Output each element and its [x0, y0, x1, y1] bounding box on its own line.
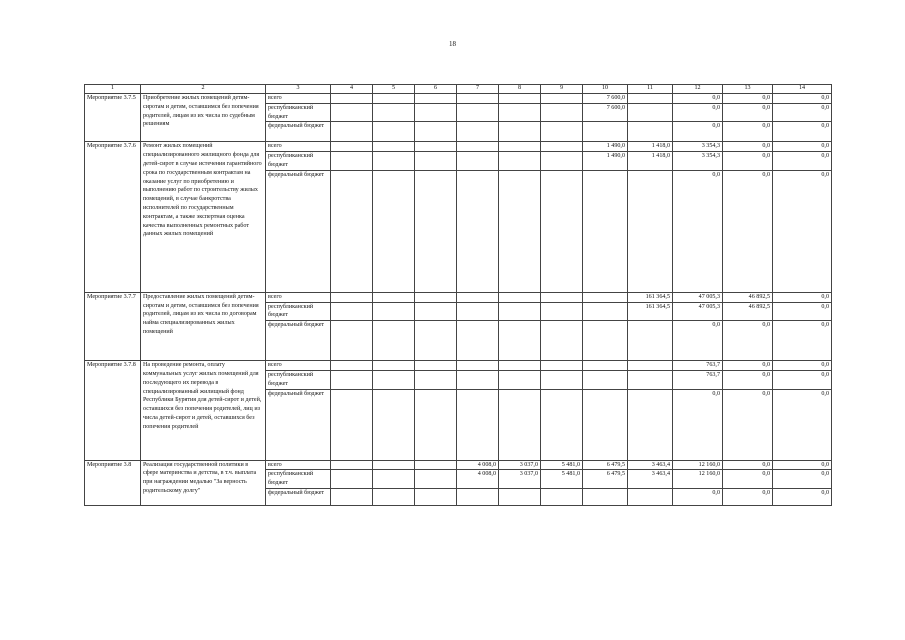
measure-label: Мероприятие 3.7.5 — [85, 94, 141, 142]
amount-cell: 0,0 — [773, 321, 832, 361]
amount-cell: 0,0 — [723, 103, 773, 122]
funding-source: федеральный бюджет — [266, 122, 331, 142]
table-row — [85, 292, 832, 302]
amount-cell: 0,0 — [673, 94, 723, 104]
amount-cell: 4 008,0 — [457, 470, 499, 489]
amount-cell — [457, 122, 499, 142]
amount-cell: 0,0 — [723, 470, 773, 489]
amount-cell — [373, 142, 415, 152]
amount-cell — [331, 142, 373, 152]
amount-cell — [373, 321, 415, 361]
amount-cell: 0,0 — [723, 370, 773, 389]
amount-cell — [499, 302, 541, 321]
amount-cell — [499, 170, 541, 292]
amount-cell — [415, 170, 457, 292]
amount-cell: 3 354,3 — [673, 142, 723, 152]
column-header: 9 — [541, 85, 583, 94]
amount-cell — [331, 361, 373, 371]
amount-cell: 3 354,3 — [673, 152, 723, 171]
measure-label: Мероприятие 3.7.7 — [85, 292, 141, 360]
amount-cell: 6 479,5 — [583, 460, 628, 470]
amount-cell: 0,0 — [773, 142, 832, 152]
amount-cell: 5 481,0 — [541, 470, 583, 489]
amount-cell: 161 364,5 — [628, 302, 673, 321]
amount-cell — [457, 389, 499, 460]
amount-cell — [373, 389, 415, 460]
amount-cell: 0,0 — [723, 321, 773, 361]
amount-cell — [541, 103, 583, 122]
measure-description: Ремонт жилых помещений специализированного жилищного фонда для детей-сирот в случае истечения гарантийного срока по государственным контрактам на оказание услуг по приобретению и выполнению работ по строительству жилых помещений, в случае банкротства исполнителей по государственным контрактам, а также экспертная оценка качества выполненных ремонтных работ данных жилых помещений — [141, 142, 266, 292]
amount-cell — [499, 142, 541, 152]
amount-cell: 763,7 — [673, 370, 723, 389]
funding-source: всего — [266, 460, 331, 470]
amount-cell — [541, 170, 583, 292]
amount-cell: 0,0 — [773, 302, 832, 321]
amount-cell — [331, 302, 373, 321]
amount-cell — [415, 152, 457, 171]
amount-cell — [583, 389, 628, 460]
amount-cell — [373, 122, 415, 142]
amount-cell: 12 160,0 — [673, 470, 723, 489]
amount-cell — [373, 302, 415, 321]
amount-cell: 0,0 — [773, 152, 832, 171]
amount-cell — [628, 94, 673, 104]
amount-cell — [457, 103, 499, 122]
amount-cell: 0,0 — [773, 361, 832, 371]
amount-cell: 1 418,0 — [628, 142, 673, 152]
amount-cell — [541, 142, 583, 152]
amount-cell: 0,0 — [773, 470, 832, 489]
amount-cell: 1 490,0 — [583, 142, 628, 152]
amount-cell — [541, 361, 583, 371]
amount-cell — [373, 488, 415, 505]
amount-cell — [373, 152, 415, 171]
amount-cell: 3 037,0 — [499, 460, 541, 470]
column-header: 8 — [499, 85, 541, 94]
column-header: 4 — [331, 85, 373, 94]
amount-cell: 0,0 — [723, 488, 773, 505]
budget-table — [84, 84, 832, 506]
amount-cell — [373, 170, 415, 292]
amount-cell — [499, 122, 541, 142]
amount-cell: 0,0 — [773, 170, 832, 292]
amount-cell — [331, 488, 373, 505]
header-row — [85, 85, 832, 94]
amount-cell — [541, 94, 583, 104]
amount-cell — [415, 122, 457, 142]
amount-cell — [415, 321, 457, 361]
column-header: 12 — [673, 85, 723, 94]
amount-cell — [583, 370, 628, 389]
amount-cell — [415, 470, 457, 489]
amount-cell: 0,0 — [723, 170, 773, 292]
amount-cell: 0,0 — [723, 389, 773, 460]
amount-cell — [415, 142, 457, 152]
amount-cell: 47 005,3 — [673, 302, 723, 321]
amount-cell — [628, 321, 673, 361]
amount-cell — [457, 370, 499, 389]
amount-cell: 0,0 — [773, 94, 832, 104]
amount-cell: 4 008,0 — [457, 460, 499, 470]
amount-cell: 46 892,5 — [723, 302, 773, 321]
column-header: 5 — [373, 85, 415, 94]
amount-cell — [499, 370, 541, 389]
amount-cell — [331, 470, 373, 489]
amount-cell: 161 364,5 — [628, 292, 673, 302]
funding-source: всего — [266, 292, 331, 302]
table-row — [85, 361, 832, 371]
amount-cell — [583, 361, 628, 371]
amount-cell — [628, 389, 673, 460]
amount-cell — [499, 389, 541, 460]
amount-cell — [499, 94, 541, 104]
table-row — [85, 142, 832, 152]
funding-source: республиканский бюджет — [266, 103, 331, 122]
amount-cell — [373, 292, 415, 302]
measure-description: Реализация государственной политики в сфере материнства и детства, в т.ч. выплата при награждении медалью "За верность родительскому долгу" — [141, 460, 266, 505]
amount-cell — [331, 122, 373, 142]
column-header: 7 — [457, 85, 499, 94]
column-header: 10 — [583, 85, 628, 94]
amount-cell — [499, 152, 541, 171]
amount-cell — [541, 370, 583, 389]
column-header: 13 — [723, 85, 773, 94]
amount-cell: 0,0 — [773, 488, 832, 505]
amount-cell — [415, 488, 457, 505]
amount-cell — [457, 321, 499, 361]
funding-source: республиканский бюджет — [266, 470, 331, 489]
amount-cell — [583, 488, 628, 505]
measure-label: Мероприятие 3.8 — [85, 460, 141, 505]
amount-cell: 6 479,5 — [583, 470, 628, 489]
amount-cell: 3 463,4 — [628, 460, 673, 470]
amount-cell: 763,7 — [673, 361, 723, 371]
amount-cell: 0,0 — [773, 370, 832, 389]
amount-cell — [457, 152, 499, 171]
column-header: 6 — [415, 85, 457, 94]
amount-cell — [331, 292, 373, 302]
amount-cell: 0,0 — [723, 152, 773, 171]
measure-label: Мероприятие 3.7.6 — [85, 142, 141, 292]
amount-cell: 0,0 — [773, 460, 832, 470]
amount-cell — [415, 94, 457, 104]
amount-cell — [499, 103, 541, 122]
amount-cell — [457, 142, 499, 152]
amount-cell — [373, 103, 415, 122]
amount-cell — [541, 152, 583, 171]
amount-cell — [331, 321, 373, 361]
amount-cell: 1 418,0 — [628, 152, 673, 171]
amount-cell — [541, 122, 583, 142]
amount-cell — [628, 370, 673, 389]
amount-cell — [583, 170, 628, 292]
funding-source: всего — [266, 94, 331, 104]
amount-cell: 7 600,0 — [583, 94, 628, 104]
column-header: 1 — [85, 85, 141, 94]
amount-cell — [583, 302, 628, 321]
amount-cell — [415, 292, 457, 302]
amount-cell — [628, 122, 673, 142]
funding-source: федеральный бюджет — [266, 488, 331, 505]
amount-cell — [499, 361, 541, 371]
amount-cell — [499, 292, 541, 302]
amount-cell — [457, 292, 499, 302]
amount-cell — [331, 103, 373, 122]
amount-cell: 0,0 — [773, 103, 832, 122]
funding-source: федеральный бюджет — [266, 389, 331, 460]
amount-cell: 0,0 — [723, 94, 773, 104]
amount-cell — [331, 460, 373, 470]
amount-cell — [415, 389, 457, 460]
amount-cell: 1 490,0 — [583, 152, 628, 171]
funding-source: республиканский бюджет — [266, 370, 331, 389]
amount-cell — [628, 488, 673, 505]
column-header: 3 — [266, 85, 331, 94]
funding-source: республиканский бюджет — [266, 302, 331, 321]
amount-cell — [373, 94, 415, 104]
amount-cell: 0,0 — [673, 321, 723, 361]
amount-cell — [541, 302, 583, 321]
amount-cell — [541, 488, 583, 505]
amount-cell: 0,0 — [723, 361, 773, 371]
amount-cell — [331, 370, 373, 389]
amount-cell: 3 463,4 — [628, 470, 673, 489]
amount-cell — [541, 321, 583, 361]
amount-cell — [628, 103, 673, 122]
amount-cell — [457, 361, 499, 371]
amount-cell — [457, 488, 499, 505]
amount-cell — [373, 370, 415, 389]
amount-cell: 0,0 — [723, 122, 773, 142]
amount-cell — [583, 292, 628, 302]
amount-cell: 5 481,0 — [541, 460, 583, 470]
amount-cell: 0,0 — [673, 170, 723, 292]
amount-cell — [373, 470, 415, 489]
funding-source: всего — [266, 142, 331, 152]
amount-cell — [583, 321, 628, 361]
funding-source: всего — [266, 361, 331, 371]
amount-cell — [331, 389, 373, 460]
amount-cell — [415, 361, 457, 371]
amount-cell: 46 892,5 — [723, 292, 773, 302]
measure-description: Приобретение жилых помещений детям-сиротам и детям, оставшимся без попечения родителей, лицам из их числа по судебным решениям — [141, 94, 266, 142]
amount-cell — [499, 321, 541, 361]
amount-cell — [373, 460, 415, 470]
amount-cell: 7 600,0 — [583, 103, 628, 122]
funding-source: федеральный бюджет — [266, 321, 331, 361]
amount-cell — [541, 292, 583, 302]
amount-cell — [541, 389, 583, 460]
amount-cell: 0,0 — [673, 389, 723, 460]
amount-cell: 0,0 — [723, 142, 773, 152]
amount-cell — [331, 94, 373, 104]
measure-label: Мероприятие 3.7.8 — [85, 361, 141, 460]
amount-cell — [457, 170, 499, 292]
amount-cell — [415, 103, 457, 122]
amount-cell — [331, 170, 373, 292]
amount-cell: 0,0 — [673, 103, 723, 122]
funding-source: республиканский бюджет — [266, 152, 331, 171]
amount-cell: 0,0 — [673, 488, 723, 505]
amount-cell — [331, 152, 373, 171]
table-row — [85, 94, 832, 104]
amount-cell — [628, 170, 673, 292]
amount-cell: 0,0 — [723, 460, 773, 470]
amount-cell: 3 037,0 — [499, 470, 541, 489]
amount-cell — [415, 460, 457, 470]
amount-cell — [373, 361, 415, 371]
amount-cell — [628, 361, 673, 371]
table-row — [85, 460, 832, 470]
amount-cell — [415, 370, 457, 389]
column-header: 2 — [141, 85, 266, 94]
amount-cell — [457, 94, 499, 104]
column-header: 14 — [773, 85, 832, 94]
amount-cell: 0,0 — [773, 122, 832, 142]
amount-cell: 0,0 — [773, 389, 832, 460]
amount-cell — [499, 488, 541, 505]
amount-cell: 12 160,0 — [673, 460, 723, 470]
amount-cell — [457, 302, 499, 321]
amount-cell: 0,0 — [773, 292, 832, 302]
measure-description: На проведение ремонта, оплату коммунальных услуг жилых помещений для последующего их перевода в специализированный жилищный фонд Республики Бурятия для детей-сирот и детей, оставшихся без попечения родителей, лиц из числа детей-сирот и детей, оставшихся без попечения родителей — [141, 361, 266, 460]
column-header: 11 — [628, 85, 673, 94]
funding-source: федеральный бюджет — [266, 170, 331, 292]
page-number: 18 — [449, 40, 456, 48]
measure-description: Предоставление жилых помещений детям-сиротам и детям, оставшимся без попечения родителей, лицам из их числа по договорам найма специализированных жилых помещений — [141, 292, 266, 360]
amount-cell: 0,0 — [673, 122, 723, 142]
amount-cell — [415, 302, 457, 321]
amount-cell: 47 005,3 — [673, 292, 723, 302]
amount-cell — [583, 122, 628, 142]
